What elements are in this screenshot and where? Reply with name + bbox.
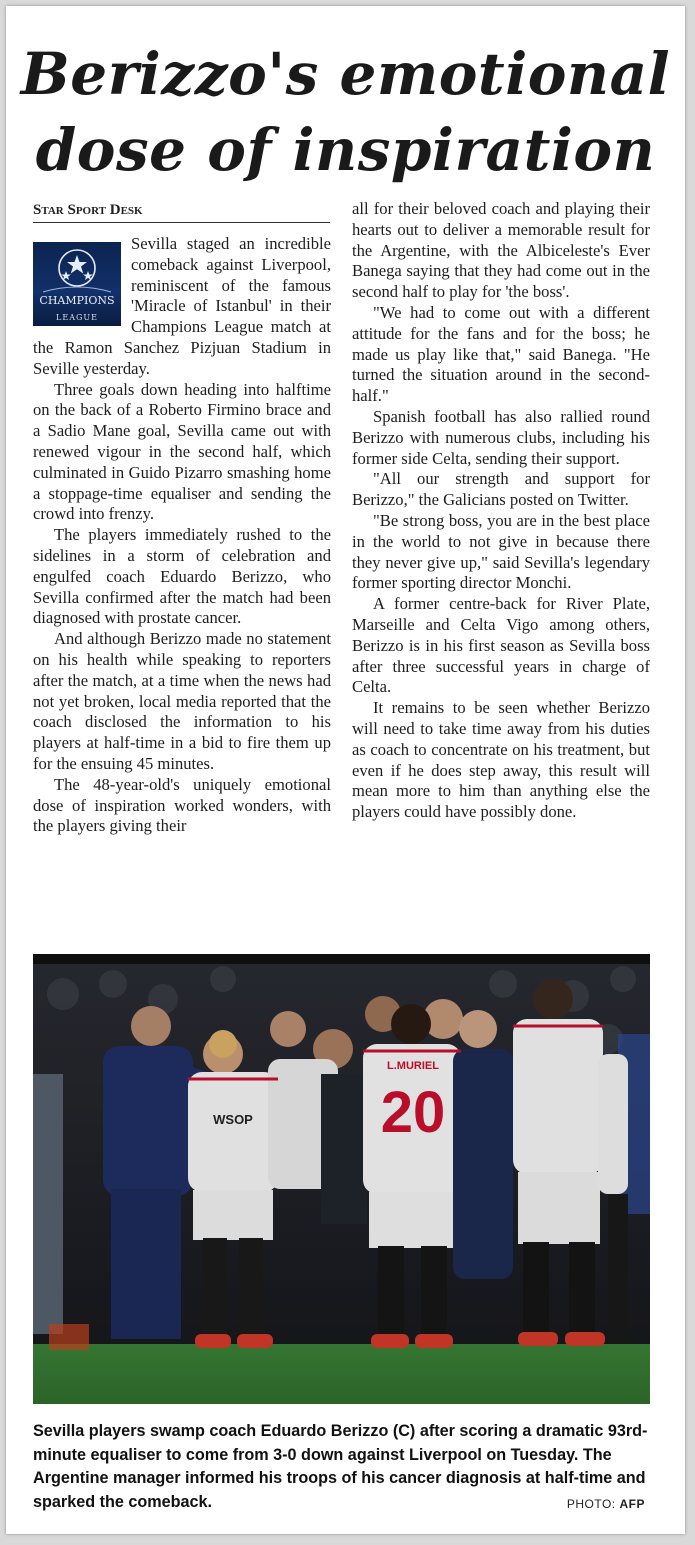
photo-credit-label: PHOTO: — [566, 1497, 616, 1511]
shirt-sponsor-text: WSOP — [213, 1112, 253, 1127]
headline-line-1: Berizzo's emotional — [20, 40, 671, 108]
article-paragraph: all for their beloved coach and playing their hearts out to deliver a memorable result for the Argentine, with the Albiceleste's Ever Banega saying that they had come out in the second half to play for 'the boss'. — [352, 199, 650, 302]
article-paragraph: "All our strength and support for Berizzo," the Galicians posted on Twitter. — [352, 469, 650, 510]
photo-credit-source: AFP — [619, 1497, 645, 1511]
article-paragraph: It remains to be seen whether Berizzo will need to take time away from his duties as coach to concentrate on his treatment, but even if he does step away, this result will mean more to him than anything else the players could have possibly done. — [352, 698, 650, 822]
news-photo — [33, 954, 650, 1404]
article-paragraph: "Be strong boss, you are in the best place in the world to not give in because there they never give up," said Sevilla's legendary former sporting director Monchi. — [352, 510, 650, 593]
article-paragraph: A former centre-back for River Plate, Marseille and Celta Vigo among others, Berizzo is in his first season as Sevilla boss after three successful years in charge of Celta. — [352, 594, 650, 697]
jersey-name-text: L.MURIEL — [387, 1060, 439, 1072]
photo-credit — [567, 1497, 645, 1511]
logo-text-league: LEAGUE — [56, 313, 98, 322]
jersey-number-text: 20 — [380, 1080, 446, 1145]
newspaper-page — [6, 6, 685, 1534]
byline: Star Sport Desk — [33, 202, 330, 223]
article-column-right — [352, 199, 650, 823]
article-paragraph: Three goals down heading into halftime on the back of a Roberto Firmino brace and a Sadio Mane goal, Sevilla came out with renewed vigour in the second half, which culminated in Guido Pizarro smashing home a stoppage-time equaliser and sending the crowd into frenzy. — [33, 379, 331, 524]
article-paragraph: The 48-year-old's uniquely emotional dose of inspiration worked wonders, with the players giving their — [33, 774, 331, 836]
champions-league-logo — [33, 242, 121, 326]
logo-text-champions: CHAMPIONS — [39, 294, 115, 307]
celebration-photo-illustration — [33, 954, 650, 1404]
article-column-left — [33, 234, 331, 837]
article-paragraph: "We had to come out with a different attitude for the fans and for the boss; he made us play like that," said Banega. "He turned the situation around in the second-half." — [352, 302, 650, 406]
headline — [6, 36, 685, 188]
article-paragraph: CHAMPIONS LEAGUE Sevilla staged an incredible comeback against Liverpool, reminiscent of the famous 'Miracle of Istanbul' in their Champions League match at the Ramon Sanchez Pizjuan Stadium in Seville yesterday. — [33, 234, 331, 378]
article-paragraph: And although Berizzo made no statement on his health while speaking to reporters after the match, at a time when the news had not yet broken, local media reported that the coach disclosed the information to his players at half-time in a bid to fire them up for the ensuing 45 minutes. — [33, 629, 331, 773]
photo-caption: Sevilla players swamp coach Eduardo Berizzo (C) after scoring a dramatic 93rd-minute equaliser to come from 3-0 down against Liverpool on Tuesday. The Argentine manager informed his troops of his cancer diagnosis at half-time and sparked the comeback. — [33, 1422, 648, 1511]
headline-line-2: dose of inspiration — [35, 116, 656, 184]
article-paragraph: The players immediately rushed to the sidelines in a storm of celebration and engulfed coach Eduardo Berizzo, who Sevilla confirmed after the match had been diagnosed with prostate cancer. — [33, 525, 331, 628]
article-paragraph: Spanish football has also rallied round Berizzo with numerous clubs, including his former side Celta, sending their support. — [352, 406, 650, 468]
